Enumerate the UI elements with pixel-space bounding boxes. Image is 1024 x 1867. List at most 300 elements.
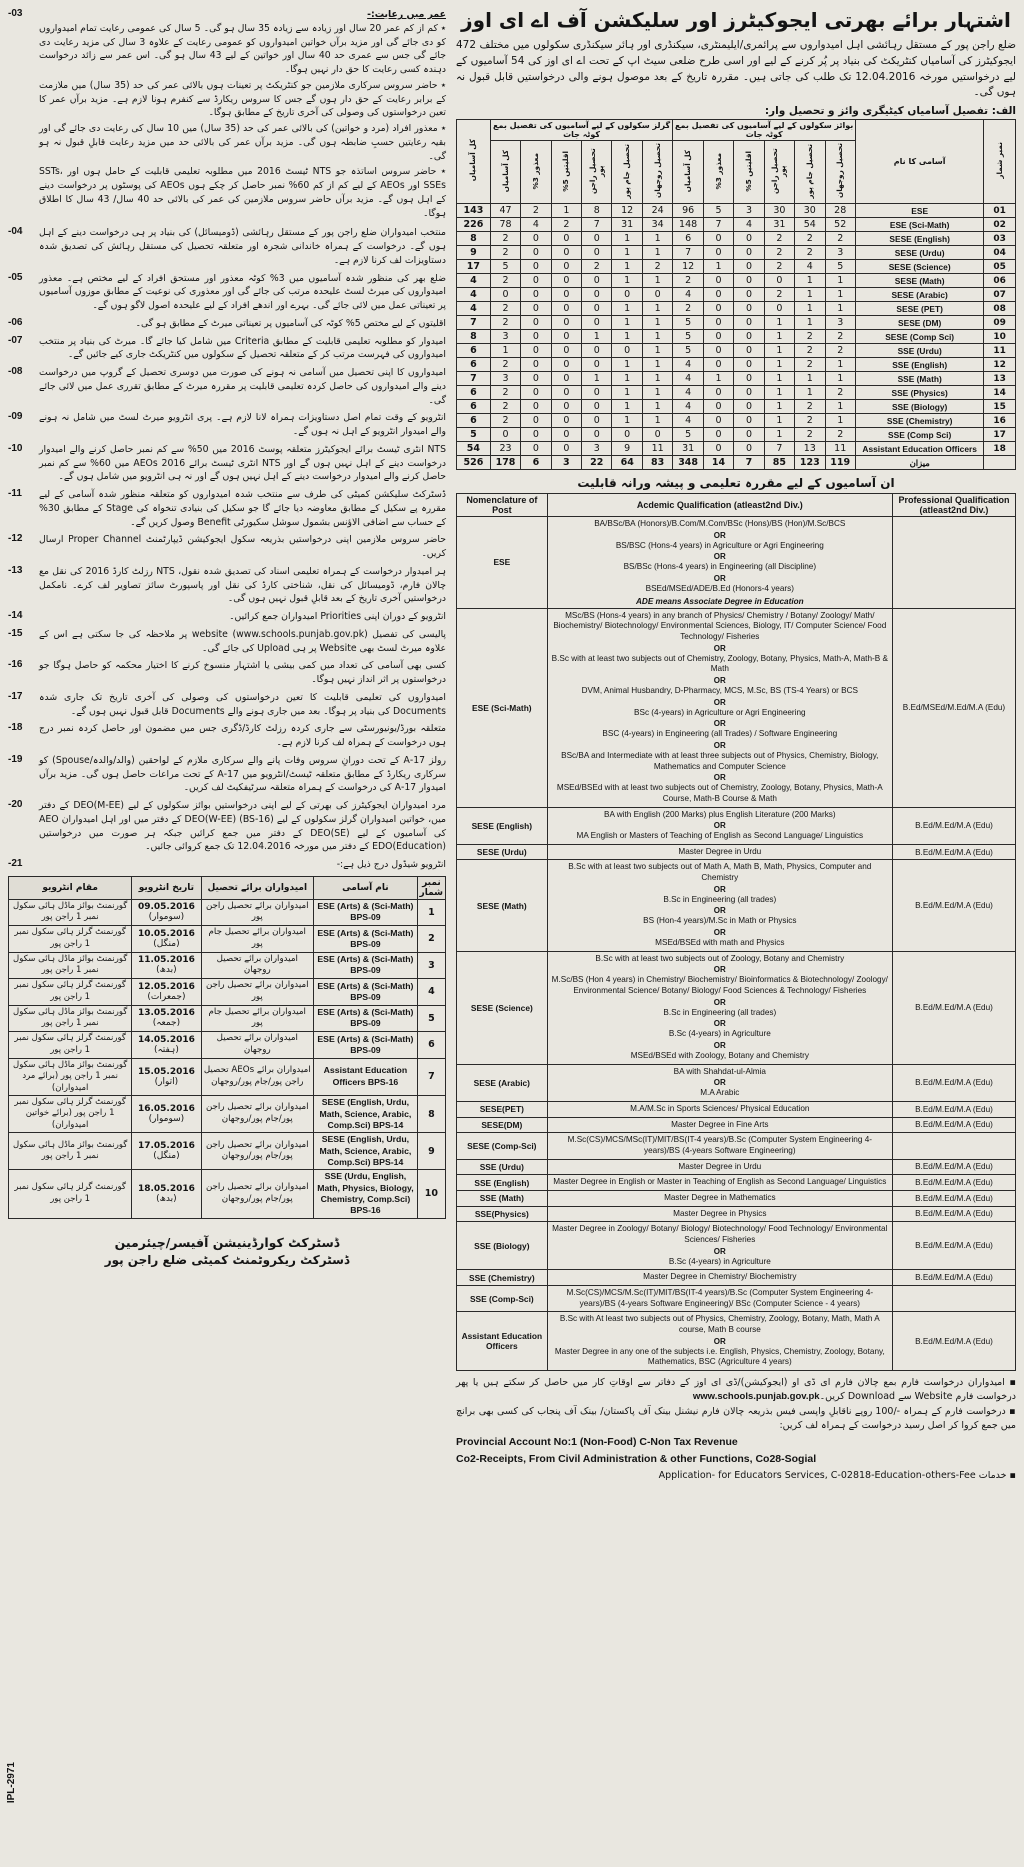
- vacancy-row: [457, 344, 1016, 358]
- count-cell: 1: [612, 232, 642, 246]
- post-cell: Assistant Education Officers: [457, 1312, 548, 1371]
- qualification-text: BS/BSC (Hons-4 years) in Agriculture or Agri Engineering: [615, 540, 824, 550]
- condition-text: مرد امیدواران ایجوکیٹرز کی بھرتی کے لیے اپنی درخواستیں بوائز سکولوں کے لیے DEO(M-EE) کے دفتر میں، خواتین امیدواران گرلز سکولوں کے لیے DEO(W-EE) (BS-16) کے دفتر میں اور اہل امیدواران AEO کی آسامیوں کے لیے DEO(SE) کے دفتر میں جمع کرائیں جبکہ ہر صورت میں درخواستیں EDO(Education) کے دفتر میں مورخہ 12.04.2016 تک جمع کروائی جائیں۔: [39, 800, 446, 853]
- count-cell: 6: [673, 232, 703, 246]
- academic-qualification-cell: [547, 1206, 892, 1222]
- qualification-table: [456, 493, 1016, 1371]
- date-cell: [132, 979, 201, 1005]
- professional-qualification-cell: B.Ed/M.Ed/M.A (Edu): [892, 807, 1015, 844]
- count-cell: 1: [764, 330, 794, 344]
- account-detail-line: Co2-Receipts, From Civil Administration & other Functions, Co28-Sogial: [456, 1453, 817, 1466]
- totals-row: [457, 456, 1016, 470]
- qualification-heading: ان آسامیوں کے لیے مقررہ تعلیمی و پیشہ ورانہ قابلیت: [577, 476, 895, 490]
- total-count-cell: 4: [457, 274, 491, 288]
- date-cell: [132, 952, 201, 978]
- count-cell: 0: [551, 260, 581, 274]
- interview-day: (بدھ): [156, 965, 177, 976]
- interview-date: 15.05.2016: [137, 1066, 195, 1077]
- post-name-cell: SSE (Biology): [855, 400, 983, 414]
- grand-total-cell: 64: [612, 456, 642, 470]
- count-cell: 7: [673, 246, 703, 260]
- academic-qualification-cell: [547, 608, 892, 807]
- condition-item: [8, 610, 446, 624]
- column-header: [764, 141, 794, 204]
- count-cell: 52: [825, 218, 855, 232]
- academic-qualification-cell: [547, 1159, 892, 1175]
- footer-note: ▪ امیدواران درخواست فارم بمع چالان فارم ای ڈی او (ایجوکیشن)/ڈی ای اوز کے دفاتر سے اوقاتِ کار میں حاصل کر سکتے ہیں یا پھر درخواست فارم Website سے Download کریں۔ www.schools.punjab.gov.pk: [456, 1376, 1016, 1402]
- candidates-for-cell: امیدواران برائے تحصیل راجن پور: [201, 979, 313, 1005]
- vacancy-row: [457, 302, 1016, 316]
- candidates-for-cell: امیدواران برائے تحصیل جام پور: [201, 1005, 313, 1031]
- qualification-text: BSC (4-years) in Engineering (all Trades) / Software Engineering: [602, 729, 838, 739]
- grand-total-cell: 14: [703, 456, 733, 470]
- count-cell: 0: [551, 302, 581, 316]
- count-cell: 5: [673, 330, 703, 344]
- or-separator: OR: [713, 573, 726, 583]
- header-text: معذور 3%: [530, 152, 540, 190]
- professional-qualification-cell: B.Ed/M.Ed/M.A (Edu): [892, 1159, 1015, 1175]
- post-cell: ESE (Sci-Math): [457, 608, 548, 807]
- serial-cell: 10: [417, 1170, 445, 1218]
- header-text: تحصیل راجن پور: [770, 148, 788, 194]
- total-count-cell: 8: [457, 232, 491, 246]
- qualification-text: BSEd/MSEd/ADE/B.Ed (Honors-4 years): [645, 583, 794, 593]
- serial-cell: 18: [984, 442, 1016, 456]
- interview-date: 11.05.2016: [137, 955, 195, 966]
- interview-date: 10.05.2016: [137, 928, 195, 939]
- count-cell: 1: [764, 316, 794, 330]
- count-cell: 0: [703, 442, 733, 456]
- condition-item: [8, 317, 446, 331]
- post-name-cell: ESE: [855, 204, 983, 218]
- count-cell: 0: [521, 372, 551, 386]
- total-count-cell: 4: [457, 302, 491, 316]
- condition-item: [8, 533, 446, 561]
- count-cell: 0: [734, 372, 764, 386]
- count-cell: 0: [703, 358, 733, 372]
- serial-cell: 13: [984, 372, 1016, 386]
- header-text: اقلیتیں 5%: [561, 150, 571, 192]
- condition-text: امیدوار کو مطلوبہ تعلیمی قابلیت کے مطابق Criteria میں شامل کیا جائے گا۔ میرٹ کی بنیاد پر منتخب امیدواروں کی فہرست مرتب کر کے متعلقہ تحصیل کے سکولوں میں کنٹریکٹ جاری کیے جائیں گے۔: [39, 335, 446, 361]
- condition-item: [8, 226, 446, 267]
- count-cell: 1: [825, 358, 855, 372]
- count-cell: 1: [642, 400, 673, 414]
- or-separator: OR: [713, 965, 726, 975]
- post-cell: ESE (Arts) & (Sci-Math) BPS-09: [314, 979, 418, 1005]
- or-separator: OR: [713, 906, 726, 916]
- count-cell: 4: [673, 288, 703, 302]
- post-name-cell: ESE (Sci-Math): [855, 218, 983, 232]
- qualification-text: DVM, Animal Husbandry, D-Pharmacy, MCS, M.Sc, BS (TS-4 Years) or BCS: [581, 685, 858, 695]
- column-header: [642, 141, 673, 204]
- professional-qualification-cell: [892, 517, 1015, 609]
- condition-text: حاضر سروس ملازمین اپنی درخواستیں بذریعہ سکول ایجوکیشن ڈیپارٹمنٹ Proper Channel ارسال کریں۔: [39, 534, 446, 559]
- condition-number: -21: [8, 858, 23, 869]
- qualification-row: [457, 1117, 1016, 1133]
- count-cell: 1: [825, 302, 855, 316]
- count-cell: 1: [642, 358, 673, 372]
- count-cell: 5: [490, 260, 520, 274]
- qualification-row: [457, 1285, 1016, 1311]
- vacancy-row: [457, 400, 1016, 414]
- post-cell: SSE (Comp-Sci): [457, 1285, 548, 1311]
- academic-qualification-cell: [547, 1175, 892, 1191]
- condition-text: امیدواروں کا اپنی تحصیل میں آسامی نہ ہونے کی صورت میں دوسری تحصیل کے گروپ میں درخواست دینے والے امیدواروں کی حاصل کردہ تعلیمی قابلیت پر مقررہ میرٹ کے مطابق تقرری عمل میں لائی جائے گی۔: [39, 367, 446, 406]
- schedule-column-header: تاریخ انٹرویو: [132, 876, 201, 899]
- post-cell: ESE (Arts) & (Sci-Math) BPS-09: [314, 1032, 418, 1058]
- group-header: بوائز سکولوں کے لیے آسامیوں کی تفصیل بمع کوٹہ جات: [673, 120, 856, 141]
- count-cell: 28: [825, 204, 855, 218]
- professional-qualification-cell: [892, 1285, 1015, 1311]
- serial-cell: 11: [984, 344, 1016, 358]
- academic-qualification-cell: [547, 1285, 892, 1311]
- count-cell: 1: [764, 428, 794, 442]
- interview-day: (سوموار): [148, 912, 185, 923]
- venue-cell: گورنمنٹ گرلز ہائی سکول نمبر 1 راجن پور: [9, 1032, 132, 1058]
- count-cell: 30: [764, 204, 794, 218]
- count-cell: 1: [795, 316, 825, 330]
- serial-cell: 02: [984, 218, 1016, 232]
- count-cell: 0: [734, 358, 764, 372]
- vacancy-row: [457, 442, 1016, 456]
- qualification-row: [457, 807, 1016, 844]
- qualification-row: [457, 517, 1016, 609]
- count-cell: 1: [764, 344, 794, 358]
- footer-note: ▪ درخواست فارم کے ہمراہ -/100 روپے ناقابلِ واپسی فیس بذریعہ چالان فارم نیشنل بینک آف پاکستان/ بینک آف پنجاب کی کسی بھی برانچ میں جمع کروا کر اصل رسید درخواست کے ہمراہ لف کریں:: [456, 1406, 1016, 1432]
- serial-cell: 8: [417, 1095, 445, 1132]
- count-cell: 2: [764, 288, 794, 302]
- condition-bullet: ٭ کم از کم عمر 20 سال اور زیادہ سے زیادہ 35 سال ہو گی۔ 5 سال کی عمومی رعایت تمام امیدواروں کو دی جائے گی اور مزید برآں خواتین امیدواروں کو عمومی رعایت کے علاوہ 3 سال کی مزید رعایت دی جائے گی جس سے عمری حد 40 سال اور خواتین کے لیے 43 سال ہو گی۔ اس عمر سے زائد درخواست دہندہ کسی رعایت کا حق دار نہیں ہوگا۔: [39, 22, 446, 75]
- count-cell: 0: [582, 246, 612, 260]
- count-cell: 2: [764, 232, 794, 246]
- count-cell: 1: [764, 386, 794, 400]
- schedule-column-header: امیدواران برائے تحصیل: [201, 876, 313, 899]
- count-cell: 1: [612, 372, 642, 386]
- count-cell: 2: [490, 386, 520, 400]
- interview-date: 12.05.2016: [137, 981, 195, 992]
- condition-number: -15: [8, 627, 23, 639]
- count-cell: 1: [825, 288, 855, 302]
- condition-item: [8, 565, 446, 606]
- count-cell: 47: [490, 204, 520, 218]
- qualification-text: BA with Shahdat-ul-Almia: [673, 1066, 766, 1076]
- count-cell: 2: [764, 260, 794, 274]
- qualification-row: [457, 1270, 1016, 1286]
- count-cell: 1: [703, 260, 733, 274]
- schedule-row: [9, 926, 446, 952]
- qualification-text: Master Degree in Fine Arts: [671, 1119, 769, 1129]
- qualification-text: BA with English (200 Marks) plus English Literature (200 Marks): [603, 809, 836, 819]
- post-name-cell: SSE (Chemistry): [855, 414, 983, 428]
- columns-wrapper: [8, 8, 1016, 1485]
- column-header: [825, 141, 855, 204]
- count-cell: 2: [825, 428, 855, 442]
- count-cell: 4: [795, 260, 825, 274]
- qualification-text: B.Sc with At least two subjects out of Physics, Chemistry, Zoology, Botany, Math, Math A course, Math B course: [559, 1314, 880, 1334]
- header-row: [457, 120, 1016, 141]
- count-cell: 1: [612, 316, 642, 330]
- count-cell: 2: [551, 218, 581, 232]
- qualification-text: M.A/M.Sc in Sports Sciences/ Physical Education: [630, 1104, 810, 1113]
- or-separator: OR: [713, 697, 726, 707]
- count-cell: 0: [764, 274, 794, 288]
- group-header: گرلز سکولوں کے لیے آسامیوں کی تفصیل بمع کوٹہ جات: [490, 120, 673, 141]
- condition-bullet: ٭ حاضر سروس سرکاری ملازمین جو کنٹریکٹ پر تعینات ہوں بالائی عمر کی حد (35 سال) میں ملازمت کے برابر رعایت کے حق دار ہوں گے جس کا سروس ریکارڈ سے کنفرم ہونا لازم ہے۔ مزید برآں عمر کا تعین درخواستوں کی وصولی کی آخری تاریخ کے مطابق ہوگا۔: [39, 79, 446, 119]
- grand-total-cell: 178: [490, 456, 520, 470]
- count-cell: 0: [521, 232, 551, 246]
- post-name-cell: SESE (DM): [855, 316, 983, 330]
- count-cell: 4: [673, 414, 703, 428]
- post-cell: SESE (Science): [457, 951, 548, 1064]
- condition-item: [8, 366, 446, 407]
- vacancy-row: [457, 204, 1016, 218]
- serial-cell: 01: [984, 204, 1016, 218]
- count-cell: 0: [703, 400, 733, 414]
- schedule-row: [9, 952, 446, 978]
- interview-day: (ہفتہ): [153, 1044, 179, 1055]
- count-cell: 2: [764, 246, 794, 260]
- or-separator: OR: [713, 643, 726, 653]
- academic-qualification-cell: [547, 517, 892, 609]
- interview-date: 17.05.2016: [137, 1141, 195, 1152]
- qualification-column-header: Professional Qualification (atleast2nd Div.): [892, 494, 1015, 517]
- count-cell: 96: [673, 204, 703, 218]
- venue-cell: گورنمنٹ بوائز ماڈل ہائی سکول نمبر 1 راجن پور: [9, 1133, 132, 1170]
- header-text: تحصیل جام پور: [622, 143, 632, 199]
- count-cell: 0: [582, 288, 612, 302]
- qualification-table-head: [457, 494, 1016, 517]
- post-name-cell: SSE (Math): [855, 372, 983, 386]
- post-cell: Assistant Education Officers BPS-16: [314, 1058, 418, 1095]
- right-column: [456, 8, 1016, 1485]
- condition-number: -06: [8, 316, 23, 328]
- qualification-row: [457, 844, 1016, 860]
- qualification-column-header: Acdemic Qualification (atleast2nd Div.): [547, 494, 892, 517]
- count-cell: 0: [551, 246, 581, 260]
- post-cell: SESE (Arabic): [457, 1064, 548, 1101]
- count-cell: 2: [490, 232, 520, 246]
- candidates-for-cell: امیدواران برائے تحصیل روجھان: [201, 1032, 313, 1058]
- count-cell: 2: [673, 274, 703, 288]
- condition-item: [8, 691, 446, 719]
- count-cell: 0: [703, 274, 733, 288]
- post-cell: ESE (Arts) & (Sci-Math) BPS-09: [314, 899, 418, 925]
- count-cell: 24: [642, 204, 673, 218]
- condition-bullet: ٭ معذور افراد (مرد و خواتین) کی بالائی عمر کی حد (35 سال) میں 10 سال کی رعایت دی جائے گی اور بقیہ رعایتیں حسبِ ضابطہ ہوں گی۔ مزید برآں عمر کی بالائی حد میں مزید رعایت قابلِ قبول نہ ہو گی۔: [39, 123, 447, 162]
- count-cell: 0: [551, 428, 581, 442]
- vacancy-table-head: [457, 120, 1016, 204]
- interview-date: 16.05.2016: [137, 1104, 195, 1115]
- count-cell: 0: [703, 302, 733, 316]
- qualification-row: [457, 1190, 1016, 1206]
- serial-cell: 5: [417, 1005, 445, 1031]
- count-cell: 3: [582, 442, 612, 456]
- count-cell: 2: [490, 414, 520, 428]
- schedule-row: [9, 1095, 446, 1132]
- count-cell: 1: [551, 204, 581, 218]
- header-text: تحصیل جام پور: [804, 143, 814, 199]
- total-count-cell: 9: [457, 246, 491, 260]
- count-cell: 4: [673, 400, 703, 414]
- grand-total-cell: 22: [582, 456, 612, 470]
- count-cell: 0: [490, 288, 520, 302]
- condition-number: -17: [8, 690, 23, 702]
- count-cell: 0: [582, 316, 612, 330]
- grand-total-cell: 7: [734, 456, 764, 470]
- post-cell: SESE (Urdu): [457, 844, 548, 860]
- count-cell: 2: [825, 386, 855, 400]
- count-cell: 1: [612, 330, 642, 344]
- count-cell: 0: [582, 274, 612, 288]
- vacancy-table-body: [457, 204, 1016, 470]
- count-cell: 1: [795, 372, 825, 386]
- condition-number: -16: [8, 659, 23, 671]
- interview-date: 18.05.2016: [137, 1183, 195, 1194]
- qualification-row: [457, 1064, 1016, 1101]
- serial-cell: 15: [984, 400, 1016, 414]
- count-cell: 2: [795, 330, 825, 344]
- serial-cell: 09: [984, 316, 1016, 330]
- condition-number: -08: [8, 366, 23, 377]
- left-column: [8, 8, 446, 1267]
- interview-day: (بدھ): [156, 1193, 177, 1204]
- condition-number: -20: [8, 799, 23, 810]
- vacancy-row: [457, 218, 1016, 232]
- column-header: [457, 120, 491, 204]
- count-cell: 0: [734, 302, 764, 316]
- condition-text: NTS انٹری ٹیسٹ برائے ایجوکیٹرز متعلقہ پوسٹ 2016 میں 50% سے کم نمبر حاصل کرنے والے امیدوار درخواست دینے کے اہل نہیں ہوں گے اور NTS انٹری ٹیسٹ برائے AEOs 2016 میں 60% سے کم نمبر حاصل کرنے والے امیدوار درخواست دینے کے اہل نہیں ہوں گے اور نہ ہی انٹرویو میں شامل ہوں گے۔: [39, 443, 446, 483]
- header-text: تحصیل روجھان: [835, 143, 845, 199]
- total-count-cell: 5: [457, 428, 491, 442]
- venue-cell: گورنمنٹ گرلز ہائی سکول نمبر 1 راجن پور: [9, 979, 132, 1005]
- count-cell: 2: [490, 316, 520, 330]
- footer-note: ▪ خدمات Application- for Educators Services, C-02818-Education-others-Fee: [658, 1470, 1016, 1482]
- total-count-cell: 8: [457, 330, 491, 344]
- schedule-table-head: [9, 876, 446, 899]
- date-cell: [132, 1095, 201, 1132]
- professional-qualification-cell: B.Ed/M.Ed/M.A (Edu): [892, 951, 1015, 1064]
- candidates-for-cell: امیدواران برائے تحصیل راجن پور/جام پور/روجھان: [201, 1133, 313, 1170]
- post-cell: SSE (Biology): [457, 1222, 548, 1270]
- schedule-row: [9, 899, 446, 925]
- academic-qualification-cell: [547, 1102, 892, 1118]
- grand-total-cell: 526: [457, 456, 491, 470]
- post-cell: SSE (English): [457, 1175, 548, 1191]
- footer-notes: [456, 1376, 1016, 1483]
- count-cell: 2: [795, 246, 825, 260]
- qualification-text: B.Sc with at least two subjects out of Math A, Math B, Math, Physics, Computer and Chemistry: [568, 862, 872, 883]
- column-header: [984, 120, 1016, 204]
- qualification-row: [457, 1312, 1016, 1371]
- count-cell: 4: [673, 386, 703, 400]
- vacancy-row: [457, 316, 1016, 330]
- qualification-row: [457, 860, 1016, 951]
- vacancy-row: [457, 330, 1016, 344]
- condition-item: [8, 411, 446, 439]
- academic-qualification-cell: [547, 860, 892, 951]
- count-cell: 0: [703, 386, 733, 400]
- post-name-cell: SESE (PET): [855, 302, 983, 316]
- count-cell: 4: [673, 358, 703, 372]
- count-cell: 0: [551, 232, 581, 246]
- vacancy-row: [457, 358, 1016, 372]
- post-cell: SSE (Urdu, English, Math, Physics, Biology, Chemistry, Comp.Sci) BPS-16: [314, 1170, 418, 1218]
- schedule-row: [9, 1058, 446, 1095]
- count-cell: 23: [490, 442, 520, 456]
- or-separator: OR: [713, 884, 726, 894]
- count-cell: 0: [734, 274, 764, 288]
- condition-text: انٹرویو کے وقت تمام اصل دستاویزات ہمراہ لانا لازم ہے۔ پری انٹرویو میرٹ لسٹ میں شامل نہ ہونے والے امیدوار انٹرویو کے اہل نہ ہوں گے۔: [39, 412, 446, 437]
- count-cell: 0: [521, 288, 551, 302]
- academic-qualification-cell: [547, 1270, 892, 1286]
- qualification-text: M.Sc/BS (Hon 4 years) in Chemistry/ Biochemistry/ Bioinformatics & Biotechnology/ Zoology/ Environmental Science/ Botany/ Biology/ Food Sciences & Technology/ Fisheries: [551, 975, 888, 996]
- or-separator: OR: [713, 1336, 726, 1346]
- or-separator: OR: [713, 530, 726, 540]
- count-cell: 0: [551, 330, 581, 344]
- count-cell: 0: [734, 414, 764, 428]
- count-cell: 11: [825, 442, 855, 456]
- serial-cell: 06: [984, 274, 1016, 288]
- venue-cell: گورنمنٹ گرلز ہائی سکول نمبر 1 راجن پور (برائے خواتین امیدواران): [9, 1095, 132, 1132]
- header-text: کل آسامیاں: [683, 149, 693, 193]
- post-name-cell: SESE (Urdu): [855, 246, 983, 260]
- post-cell: SSE (Chemistry): [457, 1270, 548, 1286]
- or-separator: OR: [713, 1041, 726, 1051]
- qualification-text: Master Degree in any one of the subjects i.e. English, Physics, Chemistry, Zoology, Botany, Mathematics, BSC (Agriculture 4 years): [554, 1346, 885, 1367]
- count-cell: 4: [734, 218, 764, 232]
- condition-number: -14: [8, 610, 23, 621]
- qualification-text: B.Sc (4-years) in Agriculture: [668, 1256, 771, 1266]
- intro-paragraph: ضلع راجن پور کے مستقل رہائشی اہل امیدواروں سے پرائمری/ایلیمنٹری، سیکنڈری اور ہائر سیکنڈری سکولوں میں مختلف 472 ایجوکیٹرز کی آسامیاں کنٹریکٹ کی بنیاد پر پُر کرنے کے لیے اور اسی طرح ضلعی سیٹ اپ کے تحت اے ای اوز کی 54 آسامیوں کے لیے درخواستیں مورخہ 12.04.2016 تک طلب کی جاتی ہیں۔ مقررہ تاریخ کے بعد موصول ہونے والی درخواستیں قابل قبول نہ ہوں گی۔: [456, 39, 1016, 99]
- count-cell: 0: [521, 442, 551, 456]
- count-cell: 7: [703, 218, 733, 232]
- count-cell: 13: [795, 442, 825, 456]
- qualification-text: MSc/BS (Hons-4 years) in any branch of Physics/ Chemistry / Botany/ Zoology/ Math/ Biochemistry/ Biotechnology/ Environmental Sciences, Biology, IT/ Computer Science/ Food Technology/ Fisheries: [553, 610, 887, 641]
- count-cell: 2: [490, 246, 520, 260]
- count-cell: 0: [734, 288, 764, 302]
- count-cell: 148: [673, 218, 703, 232]
- header-text: کل آسامیاں: [468, 139, 478, 182]
- qualification-text: MSEd/BSEd with math and Physics: [655, 938, 785, 948]
- count-cell: 0: [551, 442, 581, 456]
- count-cell: 2: [795, 414, 825, 428]
- venue-cell: گورنمنٹ گرلز ہائی سکول نمبر 1 راجن پور: [9, 1170, 132, 1218]
- venue-cell: گورنمنٹ بوائز ماڈل ہائی سکول نمبر 1 راجن پور: [9, 952, 132, 978]
- professional-qualification-cell: B.Ed/M.Ed/M.A (Edu): [892, 1175, 1015, 1191]
- count-cell: 0: [734, 344, 764, 358]
- qualification-text: B.Sc (4-years) in Agriculture: [668, 1029, 771, 1039]
- condition-text: ہر امیدوار درخواست کے ہمراہ تعلیمی اسناد کی تصدیق شدہ نقول، NTS رزلٹ کارڈ 2016 کی نقل مع چالان فارم، ڈومیسائل کی نقل، شناختی کارڈ کی نقل اور پاسپورٹ سائز تصاویر لف کرے۔ نامکمل درخواستیں آخری تاریخ کے بعد قابلِ قبول نہیں ہوں گی۔: [39, 565, 446, 605]
- serial-cell: 9: [417, 1133, 445, 1170]
- count-cell: 2: [825, 344, 855, 358]
- condition-number: -18: [8, 722, 23, 734]
- qualification-text: Master Degree in English or Master in Teaching of English as Second Language/ Linguistics: [553, 1177, 887, 1187]
- condition-item: [8, 8, 446, 222]
- interview-day: (اتوار): [154, 1076, 179, 1087]
- serial-cell: 05: [984, 260, 1016, 274]
- count-cell: 0: [582, 232, 612, 246]
- count-cell: 0: [734, 232, 764, 246]
- condition-number: -04: [8, 226, 23, 238]
- count-cell: 4: [673, 372, 703, 386]
- condition-number: -05: [8, 271, 23, 283]
- total-count-cell: 6: [457, 386, 491, 400]
- count-cell: 0: [734, 428, 764, 442]
- or-separator: OR: [713, 675, 726, 685]
- count-cell: 3: [490, 330, 520, 344]
- signatory-title: ڈسٹرکٹ کوارڈینیشن آفیسر/چیئرمین: [114, 1234, 340, 1250]
- professional-qualification-cell: B.Ed/MSEd/M.Ed/M.A (Edu): [892, 608, 1015, 807]
